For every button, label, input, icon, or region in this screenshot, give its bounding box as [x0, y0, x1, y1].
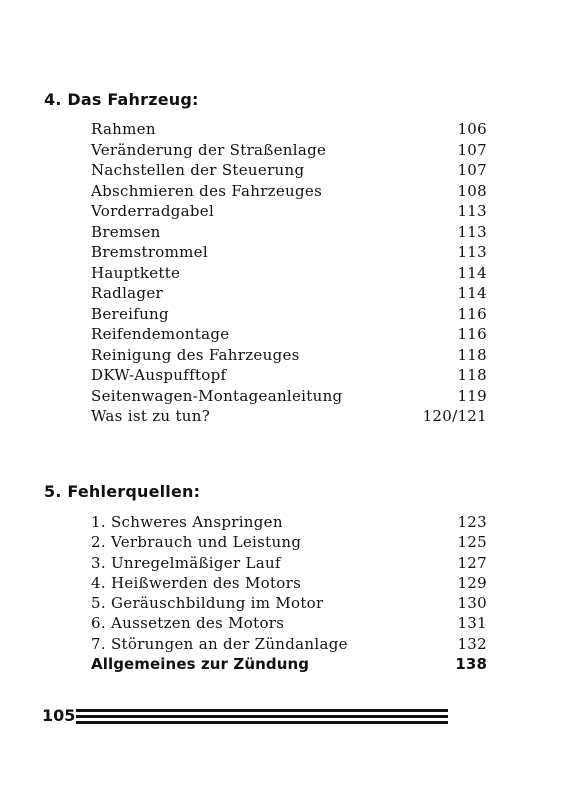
toc-entry-title: Allgemeines zur Zündung: [91, 655, 310, 674]
toc-entry-title: Seitenwagen-Montageanleitung: [91, 386, 343, 405]
toc-entry-title: 1. Schweres Anspringen: [91, 513, 283, 531]
toc-entry-page: 114: [457, 263, 487, 282]
toc-entry-page: 130: [457, 594, 487, 613]
toc-entry-title: Radlager: [91, 284, 163, 302]
toc-entry-title: Bremstrommel: [91, 243, 208, 261]
toc-entry: [91, 553, 487, 573]
toc-entry-title: Nachstellen der Steuerung: [91, 161, 305, 179]
toc-entry: [91, 512, 487, 532]
toc-entry: [91, 263, 487, 284]
toc-entry: [91, 222, 487, 243]
toc-entry-page: 108: [457, 181, 487, 200]
toc-entry-page: 113: [457, 202, 487, 220]
toc-entry: [91, 283, 487, 304]
toc-entry-page: 118: [457, 345, 487, 364]
toc-entry-title: 2. Verbrauch und Leistung: [91, 533, 302, 552]
toc-entry: [91, 532, 487, 552]
toc-entry-page: 132: [457, 634, 487, 653]
toc-entry: [91, 613, 487, 633]
toc-entry: [91, 345, 487, 366]
toc-entry: [91, 181, 487, 202]
toc-entry-page: 129: [457, 573, 487, 592]
toc-entry-title: Abschmieren des Fahrzeuges: [91, 181, 323, 200]
toc-entry-page: 127: [457, 553, 487, 572]
toc-entry-title: Veränderung der Straßenlage: [91, 140, 327, 159]
toc-entry-title: 5. Geräuschbildung im Motor: [91, 594, 324, 613]
toc-entry-page: 114: [457, 284, 487, 302]
page-number: 105: [42, 706, 76, 725]
toc-entry: [91, 386, 487, 407]
toc-entry-page: 125: [457, 533, 487, 552]
toc-entry-title: 6. Aussetzen des Motors: [91, 614, 285, 633]
toc-entry: [91, 242, 487, 263]
toc-entry: [91, 140, 487, 161]
toc-entry-title: Was ist zu tun?: [91, 407, 211, 425]
toc-entry-page: 107: [457, 161, 487, 179]
footer-rule: [76, 721, 448, 724]
toc-entry-title: Reinigung des Fahrzeuges: [91, 345, 300, 364]
toc-entry-title: 3. Unregelmäßiger Lauf: [91, 553, 281, 572]
toc-entry-page: 113: [457, 222, 487, 241]
toc-entry-title: DKW-Auspufftopf: [91, 366, 227, 384]
toc-list-fehlerquellen: [91, 512, 487, 674]
toc-entry-page: 119: [457, 386, 487, 405]
toc-entry: [91, 160, 487, 181]
toc-entry: [91, 365, 487, 386]
footer-rule: [76, 709, 448, 712]
toc-entry-title: 7. Störungen an der Zündanlage: [91, 634, 348, 653]
toc-entry: [91, 119, 487, 140]
toc-entry-page: 131: [457, 614, 487, 633]
toc-entry-page: 116: [457, 304, 487, 323]
toc-entry: [91, 304, 487, 325]
toc-entry-title: Bereifung: [91, 304, 169, 323]
toc-entry-page: 107: [457, 140, 487, 159]
toc-entry-page: 113: [457, 243, 487, 261]
toc-entry-page: 106: [457, 120, 487, 138]
toc-entry: [91, 201, 487, 222]
section-heading-fahrzeug: 4. Das Fahrzeug:: [44, 90, 199, 109]
toc-entry-page: 118: [457, 366, 487, 384]
toc-entry-title: 4. Heißwerden des Motors: [91, 573, 302, 592]
section-heading-fehlerquellen: 5. Fehlerquellen:: [44, 482, 201, 501]
toc-entry-title: Bremsen: [91, 222, 161, 241]
toc-entry-page: 120/121: [422, 407, 487, 425]
toc-entry: [91, 593, 487, 613]
toc-entry: [91, 654, 487, 674]
toc-list-fahrzeug: [91, 119, 487, 427]
toc-entry-title: Reifendemontage: [91, 325, 230, 343]
toc-entry: [91, 324, 487, 345]
toc-entry: [91, 634, 487, 654]
toc-entry-page: 116: [457, 325, 487, 343]
toc-entry: [91, 573, 487, 593]
toc-entry-title: Vorderradgabel: [91, 202, 215, 220]
toc-entry-title: Hauptkette: [91, 263, 181, 282]
toc-entry-page: 138: [455, 655, 487, 674]
toc-entry-page: 123: [457, 513, 487, 531]
toc-entry: [91, 406, 487, 427]
footer-rule: [76, 715, 448, 718]
toc-entry-title: Rahmen: [91, 120, 156, 138]
footer-rule-lines: [76, 709, 448, 727]
